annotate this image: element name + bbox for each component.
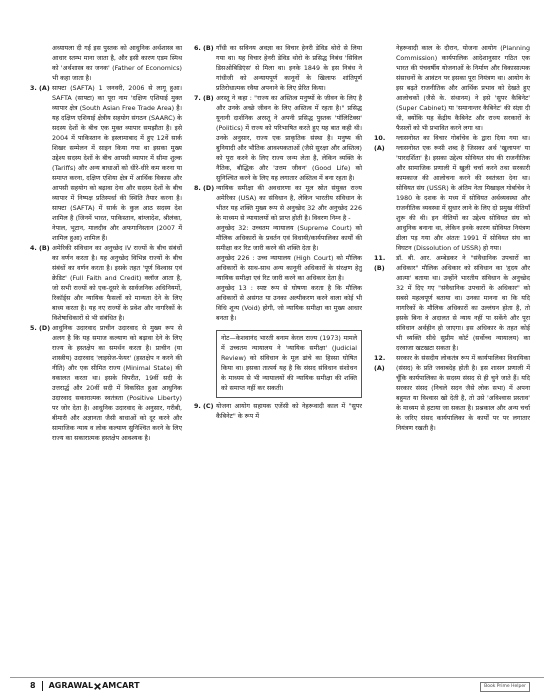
- answer-item: [30, 324, 182, 444]
- answer-item: [194, 94, 362, 184]
- answer-number: 6. (B): [194, 45, 214, 52]
- footer-divider: [10, 677, 544, 678]
- answer-item: [374, 134, 530, 254]
- paragraph: [194, 284, 362, 324]
- answer-item: [30, 84, 182, 244]
- answer-text: योजना आयोग सहायक एजेंसी को नेहरूवादी काल में "सुपर कैबिनेट" के रूप में: [216, 403, 362, 420]
- answer-number: 5. (D): [30, 325, 51, 332]
- answer-text: सरकार के संसदीय लोकतंत्र रूप में कार्यपालिका विधायिका (संसद) के प्रति जवाबदेह होती है। इस शासन प्रणाली में चूँकि कार्यपालिका के सदस्य संसद से ही चुने जाते हैं। यदि सरकार संसद (निचले सदन जैसे लोक सभा) में अपना बहुमत या विश्वास खो देती है, तो उसे 'अविश्वास प्रस्ताव' के माध्यम से हटाया जा सकता है। प्रश्नकाल और अन्य चर्चा के जरिए संसद कार्यपालिका के कार्यों पर पर लगातार नियंत्रण रखती है।: [396, 355, 530, 432]
- answer-number: 8. (D): [194, 185, 215, 192]
- paragraph-text: अनुच्छेद 226 : उच्च न्यायालय (High Court) को मौलिक अधिकारों के साथ-साथ अन्य कानूनी अधिकारों के संरक्षण हेतु न्यायिक समीक्षा एवं रिट जारी करने का अधिकार देता है।: [216, 255, 362, 282]
- answer-number: 9. (C): [194, 403, 214, 410]
- answer-text: आधुनिक उदारवाद प्राचीन उदारवाद से मुख्य रूप से अलग है कि यह समाज कल्याण को बढ़ावा देने के लिए राज्य के हस्तक्षेप का समर्थन करता है। प्राचीन (या शास्त्रीय) उदारवाद 'लाइसेज-फेयर' (हस्तक्षेप न करने की नीति) और एक सीमित राज्य (Minimal State) की वकालत करता था। इसके विपरीत, 19वीं सदी के उत्तरार्द्ध और 20वीं सदी में विकसित हुआ आधुनिक उदारवाद सकारात्मक स्वतंत्रता (Positive Liberty) पर जोर देता है। आधुनिक उदारवाद के अनुसार, गरीबी, बीमारी और अज्ञानता जैसी बाधाओं को दूर करने और सामाजिक न्याय व लोक कल्याण सुनिश्चित करने के लिए राज्य का सकारात्मक हस्तक्षेप आवश्यक है।: [52, 325, 182, 442]
- answer-item: [194, 184, 362, 224]
- paragraph-text: अध्यायला दी गई इस पुस्तक को आधुनिक अर्थशास्त्र का आधार स्तम्भ माना जाता है, और इसी कारण एडम स्मिथ को 'अर्थशास्त्र का जनक' (Father of Economics) भी कहा जाता है।: [52, 45, 182, 82]
- answer-item: [194, 44, 362, 94]
- answer-text: डॉ. बी. आर. अम्बेडकर ने "संवैधानिक उपचारों का अधिकार" मौलिक अधिकार को संविधान का 'हृदय और आत्मा' बताया था। उन्होंने भारतीय संविधान के अनुच्छेद 32 में दिए गए "संवैधानिक उपचारों के अधिकार" को सबसे महत्वपूर्ण बताया था। उनका मानना था कि यदि नागरिकों के मौलिक अधिकारों का उल्लंघन होता है, तो इसके बिना वे अदालत से न्याय नहीं पा सकेंगे और पूरा संविधान अर्थहीन हो जाएगा। इस अधिकार के तहत कोई भी व्यक्ति सीधे सुप्रीम कोर्ट (सर्वोच्च न्यायालय) का दरवाजा खटखटा सकता है।: [396, 255, 530, 352]
- answer-text: ग्लासनोस्त का विचार गोर्बाचेव के द्वारा दिया गया था। ग्लासनोस्त एक रूसी शब्द है जिसका अर्थ 'खुलापन' या 'पारदर्शिता' है। इसका उद्देश्य सोवियत संघ की राजनीतिक और सामाजिक प्रणाली में खुली चर्चा करने तथा सरकारी कामकाज की आलोचना करने की स्वतंत्रता देना था। सोवियत संघ (USSR) के अंतिम नेता मिखाइल गोर्बाचेव ने 1980 के दशक के मध्य में सोवियत अर्थव्यवस्था और राजनीतिक व्यवस्था में सुधार लाने के लिए दो प्रमुख नीतियाँ शुरू की थी। इन नीतियों का उद्देश्य सोवियत संघ को आधुनिक बनाना था, लेकिन इनके कारण सोवियत नियंत्रण ढीला पड़ गया और अंततः 1991 में सोवियत संघ का विघटन (Dissolution of USSR) हो गया।: [396, 135, 530, 252]
- answer-number: 11. (B): [374, 255, 386, 272]
- paragraph: [30, 44, 182, 84]
- answer-text: साफ्टा (SAFTA) 1 जनवरी, 2006 से लागू हुआ। SAFTA (साफ्टा) का पूरा नाम 'दक्षिण एशियाई मुक्त व्यापार क्षेत्र (South Asian Free Trade Area) है। यह दक्षिण एशियाई क्षेत्रीय सहयोग संगठन (SAARC) के सदस्य देशों के बीच एक मुक्त व्यापार समझौता है। इसे 2004 में पाकिस्तान के इस्लामाबाद में हुए 12वें सार्क शिखर सम्मेलन में साइन किया गया था इसका मुख्य उद्देश्य सदस्य देशों के बीच आपसी व्यापार में सीमा शुल्क (Tariffs) और अन्य बाधाओं को धीरे-धीरे कम करना या समाप्त करना, दक्षिण एशिया क्षेत्र में आर्थिक विकास और आपसी सहयोग को बढ़ावा देना और सदस्य देशों के बीच व्यापार में निष्पक्ष प्रतिस्पर्धा की स्थिति तैयार करना है। साफ्टा (SAFTA) में सार्क के कुल आठ सदस्य देश शामिल है (जिनमें भारत, पाकिस्तान, बांग्लादेश, श्रीलंका, नेपाल, भूटान, मालदीव और अफगानिस्तान (2007 में शामिल हुआ) शामिल हैं।: [52, 85, 182, 242]
- page-footer: [30, 680, 140, 692]
- note-box: [216, 330, 362, 398]
- answer-item: [374, 354, 530, 434]
- answer-number: 3. (A): [30, 85, 50, 92]
- publisher-logo: [49, 680, 140, 692]
- footer-separator: [42, 681, 43, 691]
- answer-number: 12. (A): [374, 355, 386, 372]
- paragraph: [374, 44, 530, 134]
- answer-item: [194, 402, 362, 422]
- answer-text: न्यायिक समीक्षा की अवधारणा का मूल स्रोत संयुक्त राज्य अमेरिका (USA) का संविधान है, लेकिन भारतीय संविधान के भीतर यह शक्ति मुख्य रूप से अनुच्छेद 32 और अनुच्छेद 226 के माध्यम से न्यायालयों को प्राप्त होती है। विवरण निम्न है -: [216, 185, 362, 222]
- answer-text: अमेरिकी संविधान का अनुच्छेद IV राज्यों के बीच संबंधों का वर्णन करता है। यह अनुच्छेद विभिन्न राज्यों के बीच संबंधों का वर्णन करता है। इसके तहत 'पूर्ण विश्वास एवं क्रेडिट' (Full Faith and Credit) क्लॉज आता है, जो सभी राज्यों को एक-दूसरे के सार्वजनिक अधिनियमों, रिकॉर्ड्स और न्यायिक फैसलों को मान्यता देने के लिए बाध्य करता है। यह नए राज्यों के प्रवेश और नागरिकों के विशेषाधिकारों से भी संबंधित है।: [52, 245, 182, 322]
- footer-badge: Book Prime Helper: [480, 682, 530, 692]
- paragraph-text: अनुच्छेद 32: उच्चतम न्यायालय (Supreme Court) को मौलिक अधिकारों के प्रवर्तन एवं विधायी/कार्यपालिका कार्यों की समीक्षा कर रिट जारी करने की शक्ति देता है।: [216, 225, 362, 252]
- paragraph-text: नेहरूवादी काल के दौरान, योजना आयोग (Planning Commission) कार्यपालिक आदेशानुसार गठित एक भारत की पंचवर्षीय योजनाओं के निर्माण और विकासात्मक संसाधनों के आवंटन पर इसका पूरा नियंत्रण था। आयोग के इस बढ़ते राजनीतिक और आर्थिक प्रभाव को देखते हुए आलोचकों (जैसे के. संथानम) ने इसे 'सुपर कैबिनेट' (Super Cabinet) या 'समानान्तर कैबिनेट' की संज्ञा दी थी, क्योंकि यह केंद्रीय कैबिनेट और राज्य सरकारों के फैसलों को भी प्रभावित करने लगा था।: [396, 45, 530, 132]
- answer-text: अरस्तू ने कहा : "राज्य का अस्तित्व मनुष्यों के जीवन के लिए है और उनके अच्छे जीवन के लिए अस्तित्व में रहता है।" प्रसिद्ध यूनानी दार्शनिक अरस्तू ने अपनी प्रसिद्ध पुस्तक 'पॉलिटिक्स' (Politics) में राज्य को परिभाषित करते हुए यह बात कही थी। उनके अनुसार, राज्य एक प्राकृतिक संस्था है। मनुष्य की बुनियादी और भौतिक आवश्यकताओं (जैसे सुरक्षा और अस्तित्व) को पूरा करने के लिए राज्य जन्म लेता है, लेकिन व्यक्ति के नैतिक, बौद्धिक और 'उत्तम जीवन' (Good Life) को सुनिश्चित करने के लिए यह लगातार अस्तित्व में बना रहता है।: [216, 95, 362, 182]
- answer-text: गाँधी का सविनय अवज्ञा का विचार हेनरी डेविड थोरो से लिया गया था। यह विचार हेनरी डेविड थोरो के प्रसिद्ध निबंध 'सिविल डिसओबिडिएंस' से मिला था। इनके 1849 के इस निबंध ने गांधीजी को अन्यायपूर्ण कानूनों के खिलाफ शांतिपूर्ण प्रतिरोधात्मक रवैया अपनाने के लिए प्रेरित किया।: [216, 45, 362, 92]
- column-right: [374, 44, 530, 434]
- publisher-name-left: AGRAWAL: [48, 681, 94, 690]
- column-middle: [194, 44, 362, 422]
- note-text: नोट—केशवानंद भारती बनाम केरल राज्य (1973) मामले में उच्चतम न्यायालय ने 'न्यायिक समीक्षा' (Judicial Review) को संविधान के मूल ढांचे का हिस्सा घोषित किया था। इसका तात्पर्य यह है कि संसद संविधान संशोधन के माध्यम से भी न्यायालयों की न्यायिक समीक्षा की शक्ति को समाप्त नहीं कर सकती।: [221, 335, 357, 392]
- publisher-name-right: AMCART: [102, 681, 140, 690]
- page-number: 8: [30, 681, 36, 690]
- answer-item: [30, 244, 182, 324]
- answer-number: 7. (B): [194, 95, 214, 102]
- paragraph-text: अनुच्छेद 13 : स्पष्ट रूप से घोषणा करता है कि मौलिक अधिकारों से असंगत या उनका अल्पीकरण करने वाला कोई भी विधि शून्य (Void) होगी, जो न्यायिक समीक्षा का मुख्य आधार बनता है।: [216, 285, 362, 322]
- column-left: [30, 44, 182, 444]
- x-logo-icon: [94, 683, 101, 690]
- paragraph: [194, 224, 362, 254]
- answer-item: [374, 254, 530, 354]
- answer-number: 4. (B): [30, 245, 50, 252]
- answer-number: 10. (A): [374, 135, 386, 152]
- paragraph: [194, 254, 362, 284]
